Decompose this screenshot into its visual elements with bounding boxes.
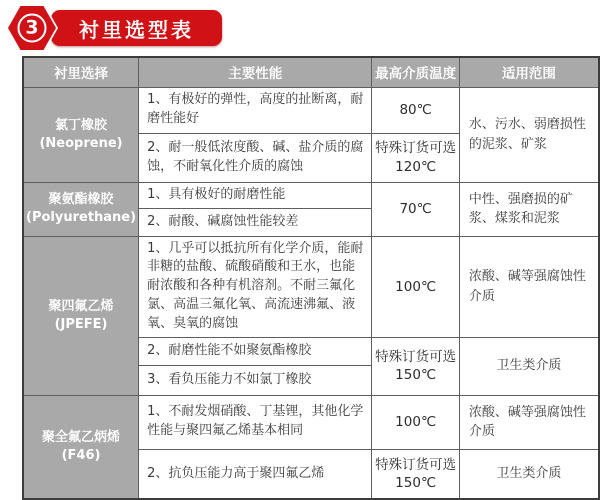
lining-cell-f46 — [23, 395, 139, 499]
lining-name: 聚四氟乙烯 — [48, 299, 114, 315]
badge-number: 3 — [18, 14, 47, 43]
range-cell: 中性、强磨损的矿浆、煤浆和泥浆 — [459, 182, 599, 236]
lining-code: (F46) — [61, 447, 101, 463]
col-header-lining: 衬里选择 — [23, 57, 139, 87]
temperature-cell — [372, 337, 459, 395]
range-cell: 浓酸、碱等强腐蚀性介质 — [459, 395, 599, 449]
page-title: 衬里选型表 — [51, 10, 222, 46]
performance-cell: 3、看负压能力不如氯丁橡胶 — [139, 365, 372, 395]
performance-cell: 2、耐磨性能不如聚氨酯橡胶 — [139, 337, 372, 365]
temperature-cell: 70℃ — [372, 182, 459, 236]
lining-name: 聚全氟乙炳烯 — [42, 430, 121, 446]
temp-value: 150℃ — [395, 367, 437, 384]
performance-cell: 1、不耐发烟硝酸、丁基锂，其他化学性能与聚四氟乙烯基本相同 — [139, 395, 372, 449]
range-cell: 浓酸、碱等强腐蚀性介质 — [459, 236, 599, 337]
lining-cell-neoprene — [23, 87, 139, 182]
range-cell: 卫生类介质 — [459, 337, 599, 395]
temperature-cell — [372, 449, 459, 499]
performance-cell: 2、抗负压能力高于聚四氟乙烯 — [139, 449, 372, 499]
col-header-application: 适用范围 — [459, 57, 599, 87]
performance-cell: 1、有极好的弹性，高度的扯断离，耐磨性能好 — [139, 87, 372, 133]
temperature-cell: 100℃ — [372, 395, 459, 449]
table-header-row — [23, 57, 599, 87]
lining-selection-table — [22, 56, 600, 500]
table-row — [23, 395, 599, 449]
table-row — [23, 182, 599, 208]
lining-cell-polyurethane — [23, 182, 139, 236]
table-row — [23, 236, 599, 337]
temperature-cell — [372, 133, 459, 182]
lining-code: (Polyurethane) — [26, 210, 137, 225]
lining-cell-ptfe — [23, 236, 139, 395]
range-cell: 卫生类介质 — [459, 449, 599, 499]
performance-cell: 1、具有极好的耐磨性能 — [139, 182, 372, 208]
col-header-performance: 主要性能 — [139, 57, 372, 87]
lining-code: (JPEFE) — [54, 316, 108, 332]
temp-note: 特殊订货可选 — [375, 349, 457, 365]
temp-value: 120℃ — [395, 158, 437, 175]
performance-cell: 2、耐一般低浓度酸、碱、盐介质的腐蚀，不耐氧化性介质的腐蚀 — [139, 133, 372, 182]
range-cell: 水、污水、弱磨损性的泥浆、矿浆 — [459, 87, 599, 182]
performance-cell: 1、几乎可以抵抗所有化学介质，能耐非糖的盐酸、硫酸硝酸和王水，也能耐浓酸和各种有机溶剂。不耐三氟化氯、高温三氟化氧、高流速沸氟、液氧、臭氧的腐蚀 — [139, 236, 372, 337]
temperature-cell: 80℃ — [372, 87, 459, 133]
temp-note: 特殊订货可选 — [375, 456, 457, 473]
lining-name: 氯丁橡胶 — [55, 117, 108, 133]
lining-code: (Neoprene) — [39, 135, 123, 151]
table-row — [23, 87, 599, 133]
lining-name: 聚氨酯橡胶 — [48, 192, 114, 208]
section-number-badge — [6, 4, 58, 52]
temperature-cell: 100℃ — [372, 236, 459, 337]
page-header — [6, 3, 600, 53]
performance-cell: 2、耐酸、碱腐蚀性能较差 — [139, 208, 372, 236]
temp-note: 特殊订货可选 — [375, 140, 457, 157]
col-header-max-temp: 最高介质温度 — [372, 57, 459, 87]
temp-value: 150℃ — [395, 474, 437, 491]
